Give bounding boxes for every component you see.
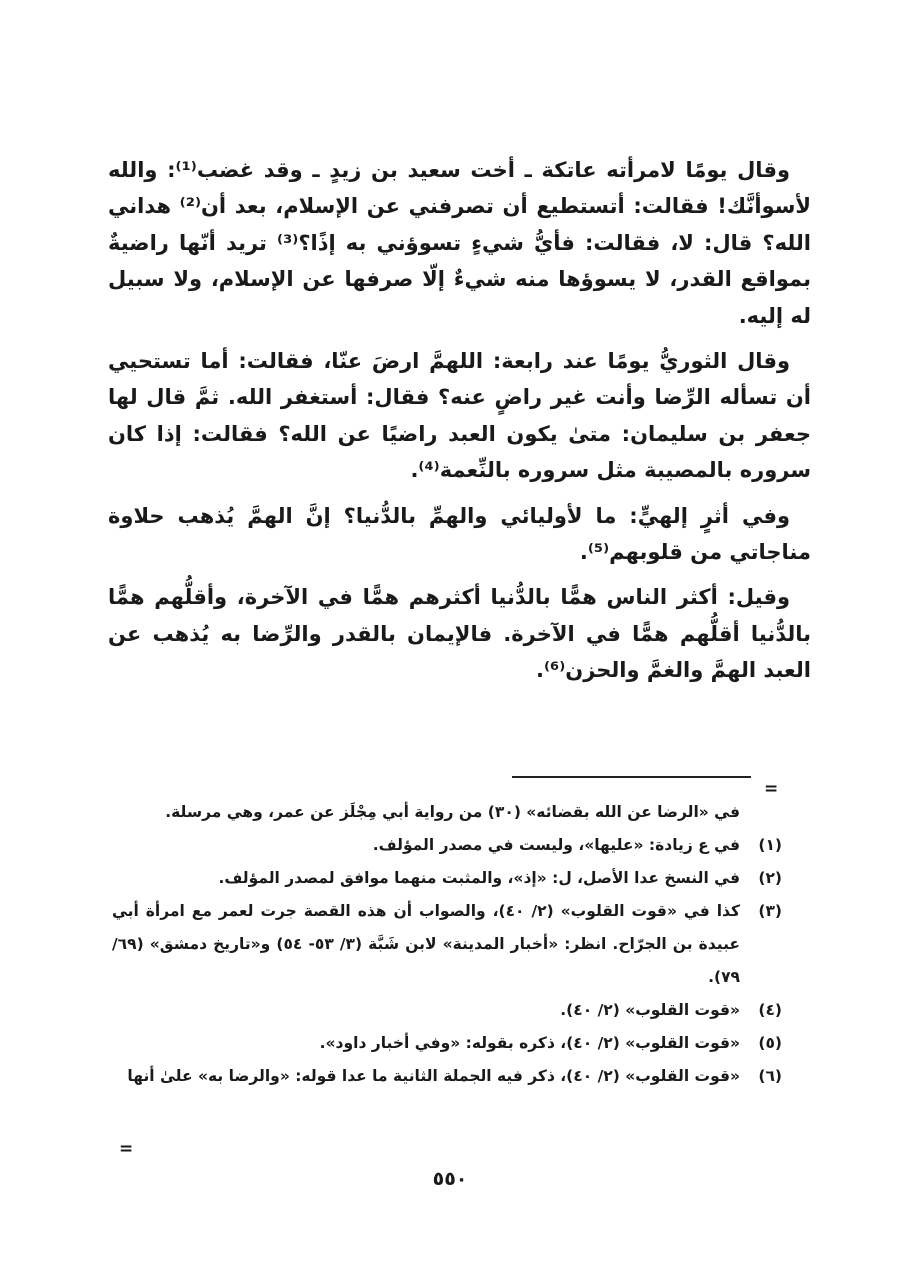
paragraph-3: وفي أثرٍ إلهيٍّ: ما لأوليائي والهمِّ بالدُّنيا؟ إنَّ الهمَّ يُذهب حلاوة مناجاتي من قلوبهم⁽⁵⁾.: [108, 503, 811, 565]
footnote-4: [112, 994, 782, 1027]
footnote-number: (٢): [758, 869, 782, 887]
footnote-continuation: في «الرضا عن الله بقضائه» (٣٠) من رواية أبي مِجْلَز عن عمر، وهي مرسلة.: [165, 803, 740, 821]
footnote-number: (٣): [758, 902, 782, 920]
paragraph-2: وقال الثوريُّ يومًا عند رابعة: اللهمَّ ارضَ عنّا، فقالت: أما تستحيي أن تسأله الرِّضا وأنت غير راضٍ عنه؟ فقال: أستغفر الله. ثمَّ قال لها جعفر بن سليمان: متىٰ يكون العبد راضيًا عن الله؟ فقالت: إذا كان سروره بالمصيبة مثل سروره بالنِّعمة⁽⁴⁾.: [108, 349, 811, 483]
footnote-text: كذا في «قوت القلوب» (٢/ ٤٠)، والصواب أن هذه القصة جرت لعمر مع امرأة أبي عبيدة بن الجرّاح. انظر: «أخبار المدينة» لابن شَبَّة (٣/ ٥٣- ٥٤) و«تاريخ دمشق» (٦٩/ ٧٩).: [112, 902, 740, 986]
footnote-1: [112, 829, 782, 862]
paragraph-4: وقيل: أكثر الناس همًّا بالدُّنيا أكثرهم همًّا في الآخرة، وأقلُّهم همًّا بالدُّنيا أقلُّهم همًّا في الآخرة. فالإيمان بالقدر والرِّضا به يُذهب عن العبد الهمَّ والغمَّ والحزن⁽⁶⁾.: [108, 585, 811, 683]
footnote-text: «قوت القلوب» (٢/ ٤٠)، ذكره بقوله: «وفي أخبار داود».: [319, 1034, 740, 1052]
paragraph-1: وقال يومًا لامرأته عاتكة ـ أخت سعيد بن زيدٍ ـ وقد غضب⁽¹⁾: والله لأسوأنَّك! فقالت: أتستطيع أن تصرفني عن الإسلام، بعد أن⁽²⁾ هداني الله؟ قال: لا، فقالت: فأيُّ شيءٍ تسوؤني به إذًا؟⁽³⁾ تريد أنّها راضيةٌ بمواقع القدر، لا يسوؤها منه شيءٌ إلّا صرفها عن الإسلام، ولا سبيل له إليه.: [108, 158, 811, 328]
footnote-text: في النسخ عدا الأصل، ل: «إذ»، والمثبت منهما موافق لمصدر المؤلف.: [218, 869, 740, 887]
footnote-number: (٥): [758, 1034, 782, 1052]
footnote-5: [112, 1027, 782, 1060]
footnote-number: (٤): [758, 1001, 782, 1019]
footnote-text: في ع زيادة: «عليها»، وليست في مصدر المؤلف.: [372, 836, 740, 854]
footnote-6: [112, 1060, 782, 1093]
footnote-2: [112, 862, 782, 895]
footnote-end-mark: =: [119, 1139, 134, 1159]
footnote-number: (١): [758, 836, 782, 854]
footnote-separator: [512, 776, 751, 778]
footnotes: [112, 796, 782, 1093]
footnote-3: [112, 895, 782, 994]
page-number: ٥٥٠: [432, 1168, 468, 1190]
continuation-mark: =: [764, 779, 779, 799]
main-text: [108, 152, 811, 698]
footnote-text: «قوت القلوب» (٢/ ٤٠)، ذكر فيه الجملة الثانية ما عدا قوله: «والرضا به» علىٰ أنها: [127, 1067, 740, 1085]
footnote-text: «قوت القلوب» (٢/ ٤٠).: [560, 1001, 740, 1019]
footnote-number: (٦): [758, 1067, 782, 1085]
